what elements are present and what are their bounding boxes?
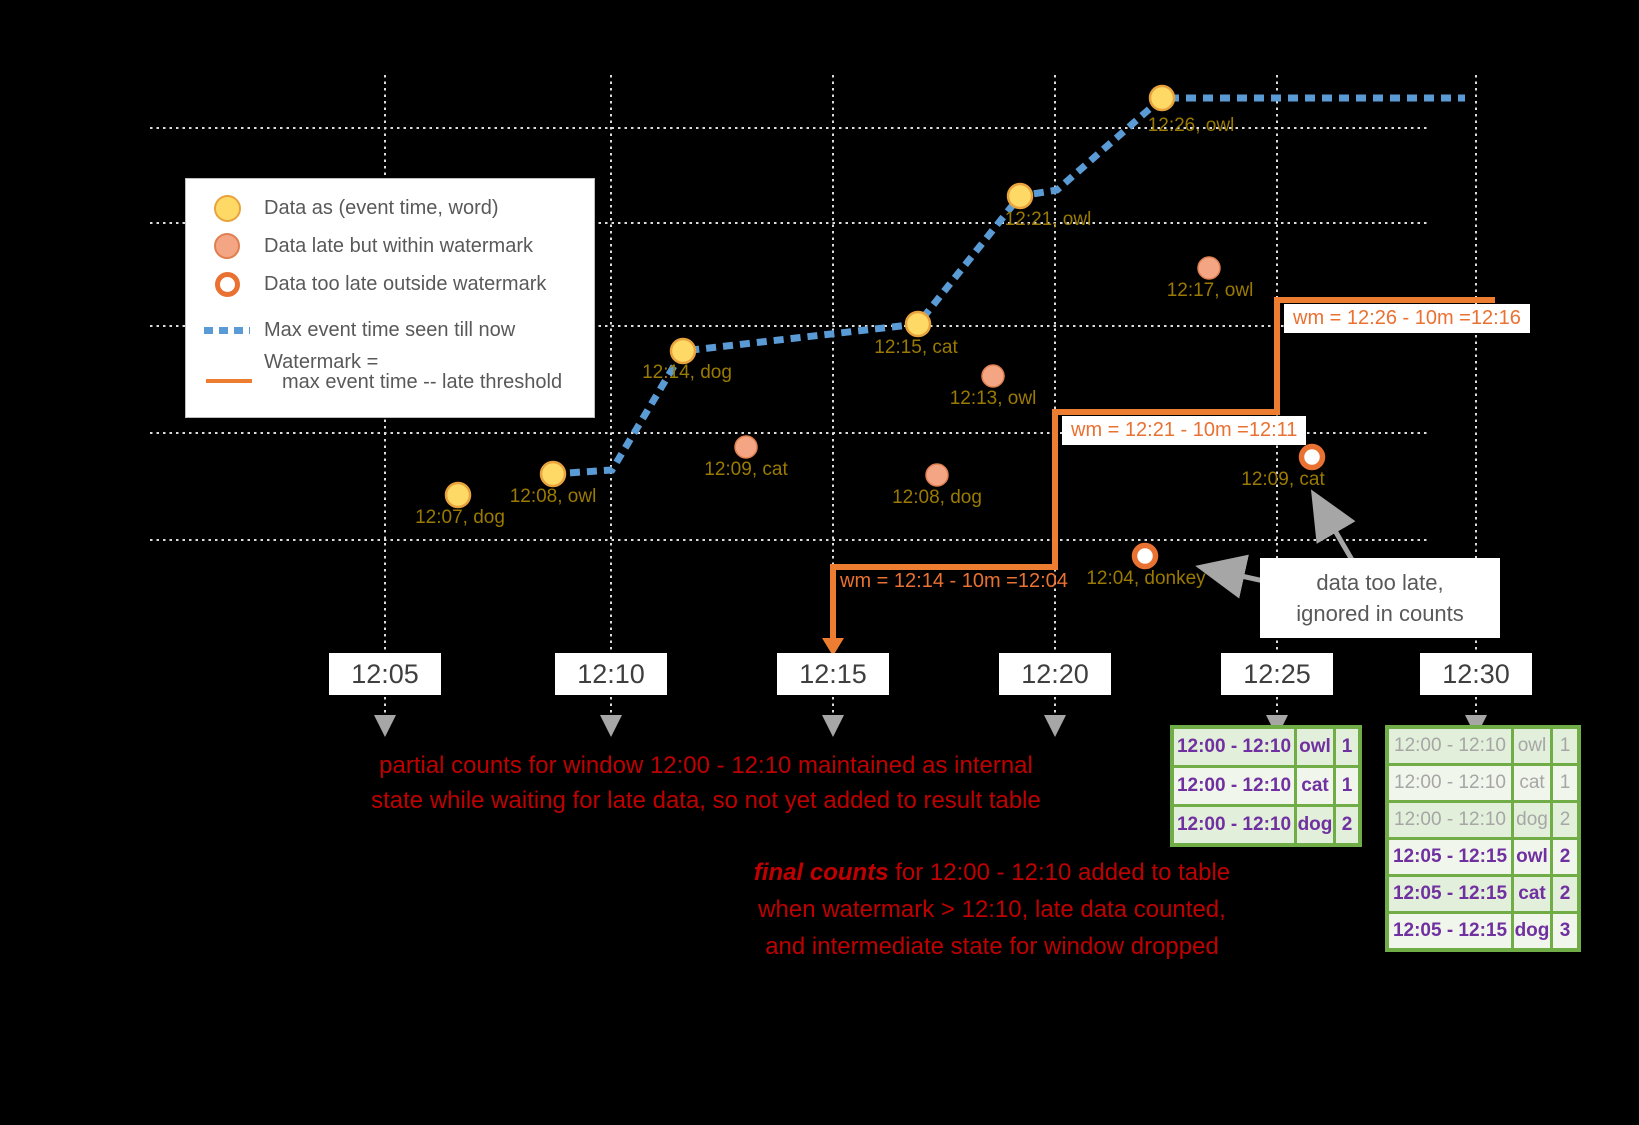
max-event-time-line [553,98,1465,474]
point-label: 12:04, donkey [1086,568,1206,589]
table-cell: cat [1514,877,1550,911]
table-cell: 12:05 - 12:15 [1389,914,1511,948]
table-cell: owl [1514,840,1550,874]
note-line-rest: for 12:00 - 12:10 added to table [888,859,1231,886]
time-label: 12:05 [329,653,441,695]
table-cell: cat [1297,768,1333,804]
legend-label: max event time -- late threshold [282,371,563,393]
table-row [1174,807,1358,843]
table-cell: 12:05 - 12:15 [1389,877,1511,911]
down-arrowhead-icon [374,715,396,737]
time-label: 12:15 [777,653,889,695]
table-row [1174,768,1358,804]
final-counts-emphasis: final counts [753,859,889,886]
down-arrowhead-icon [1044,715,1066,737]
point-label: 12:07, dog [415,507,505,528]
table-cell: 2 [1336,807,1358,843]
point-label: 12:09, cat [1241,469,1325,490]
point-label: 12:13, owl [949,388,1037,409]
table-cell: 12:05 - 12:15 [1389,840,1511,874]
data-point-on-time [671,339,695,363]
time-label: 12:10 [555,653,667,695]
table-cell: 12:00 - 12:10 [1174,768,1294,804]
legend-label: Data too late outside watermark [264,272,547,295]
table-cell: 2 [1553,877,1577,911]
data-point-on-time [1150,86,1174,110]
legend-item-too-late [202,267,546,301]
table-cell: 12:00 - 12:10 [1389,729,1511,763]
data-point-on-time [906,312,930,336]
note-line: state while waiting for late data, so not yet added to result table [371,787,1041,814]
point-label: 12:08, dog [892,487,982,508]
table-row [1389,803,1577,837]
point-label: 12:09, cat [704,459,788,480]
data-point-on-time [541,462,565,486]
data-point-late [926,464,948,486]
too-late-circle-icon [202,272,252,297]
table-cell: dog [1297,807,1333,843]
time-label: 12:20 [999,653,1111,695]
point-label: 12:15, cat [874,337,958,358]
note-line: partial counts for window 12:00 - 12:10 maintained as internal [379,752,1033,779]
watermark-line-icon [206,379,252,383]
watermark-value-label: wm = 12:21 - 10m =12:11 [1062,416,1306,445]
data-point-too-late [1302,447,1323,468]
legend-label: Max event time seen till now [264,318,516,341]
table-cell: 1 [1336,768,1358,804]
table-cell: 1 [1336,729,1358,765]
note-line [754,854,1230,891]
note-final-counts [754,854,1230,965]
table-cell: 2 [1553,803,1577,837]
down-arrowhead-icon [822,715,844,737]
result-table-left [1170,725,1362,847]
legend-label: Data late but within watermark [264,234,534,257]
point-label: 12:14, dog [642,362,732,383]
table-row [1389,729,1577,763]
table-cell: 1 [1553,766,1577,800]
time-label: 12:30 [1420,653,1532,695]
data-point-on-time [1008,184,1032,208]
legend-item-max-event-time [202,313,515,347]
table-cell: 12:00 - 12:10 [1389,803,1511,837]
table-row [1389,914,1577,948]
note-partial-counts [371,748,1041,818]
table-cell: cat [1514,766,1550,800]
on-time-dot-icon [202,195,252,222]
data-point-late [735,436,757,458]
legend [185,178,595,418]
table-row [1174,729,1358,765]
down-arrowhead-icon [600,715,622,737]
table-row [1389,840,1577,874]
table-cell: dog [1514,803,1550,837]
table-cell: 2 [1553,840,1577,874]
note-line: and intermediate state for window dropped [765,933,1219,960]
table-row [1389,766,1577,800]
annotation-arrow-icon [1316,498,1355,565]
late-dot-icon [202,233,252,259]
table-cell: 12:00 - 12:10 [1389,766,1511,800]
data-point-too-late [1135,546,1156,567]
data-point-late [982,365,1004,387]
max-event-time-dashes-icon [202,327,252,334]
point-label: 12:08, owl [509,486,597,507]
data-point-on-time [446,483,470,507]
result-table-right [1385,725,1581,952]
watermark-value-label: wm = 12:26 - 10m =12:16 [1284,304,1530,333]
point-label: 12:17, owl [1166,280,1254,301]
time-label: 12:25 [1221,653,1333,695]
table-cell: owl [1297,729,1333,765]
legend-label: Watermark = [264,350,379,373]
table-cell: owl [1514,729,1550,763]
table-cell: 12:00 - 12:10 [1174,729,1294,765]
point-label: 12:21, owl [1004,209,1092,230]
legend-label: Data as (event time, word) [264,196,499,219]
table-row [1389,877,1577,911]
note-line: when watermark > 12:10, late data counted, [758,896,1226,923]
callout-line: data too late, [1316,570,1444,595]
legend-item-late [202,229,533,263]
watermark-value-label: wm = 12:14 - 10m =12:04 [840,570,1068,592]
table-cell: 1 [1553,729,1577,763]
table-cell: 12:00 - 12:10 [1174,807,1294,843]
table-cell: 3 [1553,914,1577,948]
callout-line: ignored in counts [1296,601,1464,626]
too-late-callout [1260,558,1500,638]
point-label: 12:26, owl [1147,115,1235,136]
legend-item-on-time [202,191,499,225]
table-cell: dog [1514,914,1550,948]
data-point-late [1198,257,1220,279]
